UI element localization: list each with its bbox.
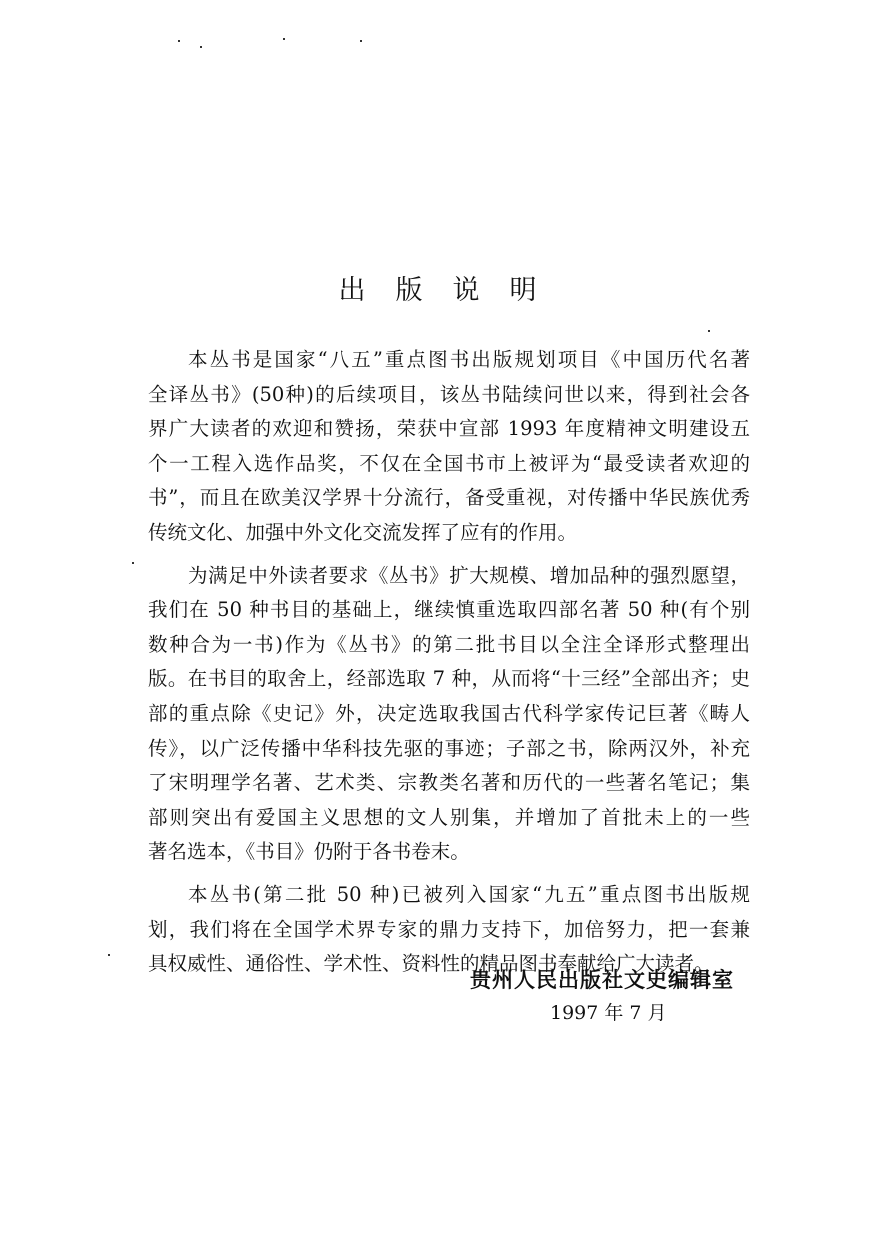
text-line: 版。在书目的取舍上，经部选取 7 种，从而将“十三经”全部出齐；史 (148, 667, 750, 691)
text-line: 我们在 50 种书目的基础上，继续慎重选取四部名著 50 种(有个别 (148, 598, 750, 622)
text-line: 书”，而且在欧美汉学界十分流行，备受重视，对传播中华民族优秀 (148, 486, 750, 510)
text-line: 部的重点除《史记》外，决定选取我国古代科学家传记巨著《畴人 (148, 701, 750, 725)
scan-speck (132, 562, 134, 564)
text-line: 为满足中外读者要求《丛书》扩大规模、增加品种的强烈愿望， (188, 563, 750, 587)
text-line: 个一工程入选作品奖，不仅在全国书市上被评为“最受读者欢迎的 (148, 451, 750, 475)
text-line: 全译丛书》(50种)的后续项目，该丛书陆续问世以来，得到社会各 (148, 382, 750, 406)
text-line: 本丛书(第二批 50 种)已被列入国家“九五”重点图书出版规 (188, 882, 750, 906)
document-body (148, 343, 750, 982)
text-line: 部则突出有爱国主义思想的文人别集，并增加了首批未上的一些 (148, 805, 750, 829)
date: 1997 年 7 月 (550, 1002, 667, 1024)
text-line: 著名选本，《书目》仍附于各书卷末。 (148, 840, 470, 864)
scan-speck (200, 46, 202, 48)
paragraph-2 (148, 559, 750, 870)
signature: 贵州人民出版社文史编辑室 (470, 967, 734, 992)
text-line: 具权威性、通俗性、学术性、资料性的精品图书奉献给广大读者。 (148, 952, 714, 976)
scan-speck (178, 40, 180, 42)
scan-speck (108, 954, 110, 956)
scan-speck (360, 40, 362, 42)
paragraph-1 (148, 343, 750, 551)
text-line: 传统文化、加强中外文化交流发挥了应有的作用。 (148, 520, 578, 544)
scan-speck (708, 330, 710, 332)
text-line: 传》，以广泛传播中华科技先驱的事迹；子部之书，除两汉外，补充 (148, 736, 750, 760)
text-line: 了宋明理学名著、艺术类、宗教类名著和历代的一些著名笔记；集 (148, 771, 750, 795)
scan-speck (283, 38, 285, 40)
text-line: 数种合为一书)作为《丛书》的第二批书目以全注全译形式整理出 (148, 632, 750, 656)
text-line: 本丛书是国家“八五”重点图书出版规划项目《中国历代名著 (188, 348, 750, 371)
text-line: 划，我们将在全国学术界专家的鼎力支持下，加倍努力，把一套兼 (148, 917, 750, 941)
page-title: 出版说明 (338, 275, 567, 306)
text-line: 界广大读者的欢迎和赞扬，荣获中宣部 1993 年度精神文明建设五 (148, 417, 750, 441)
